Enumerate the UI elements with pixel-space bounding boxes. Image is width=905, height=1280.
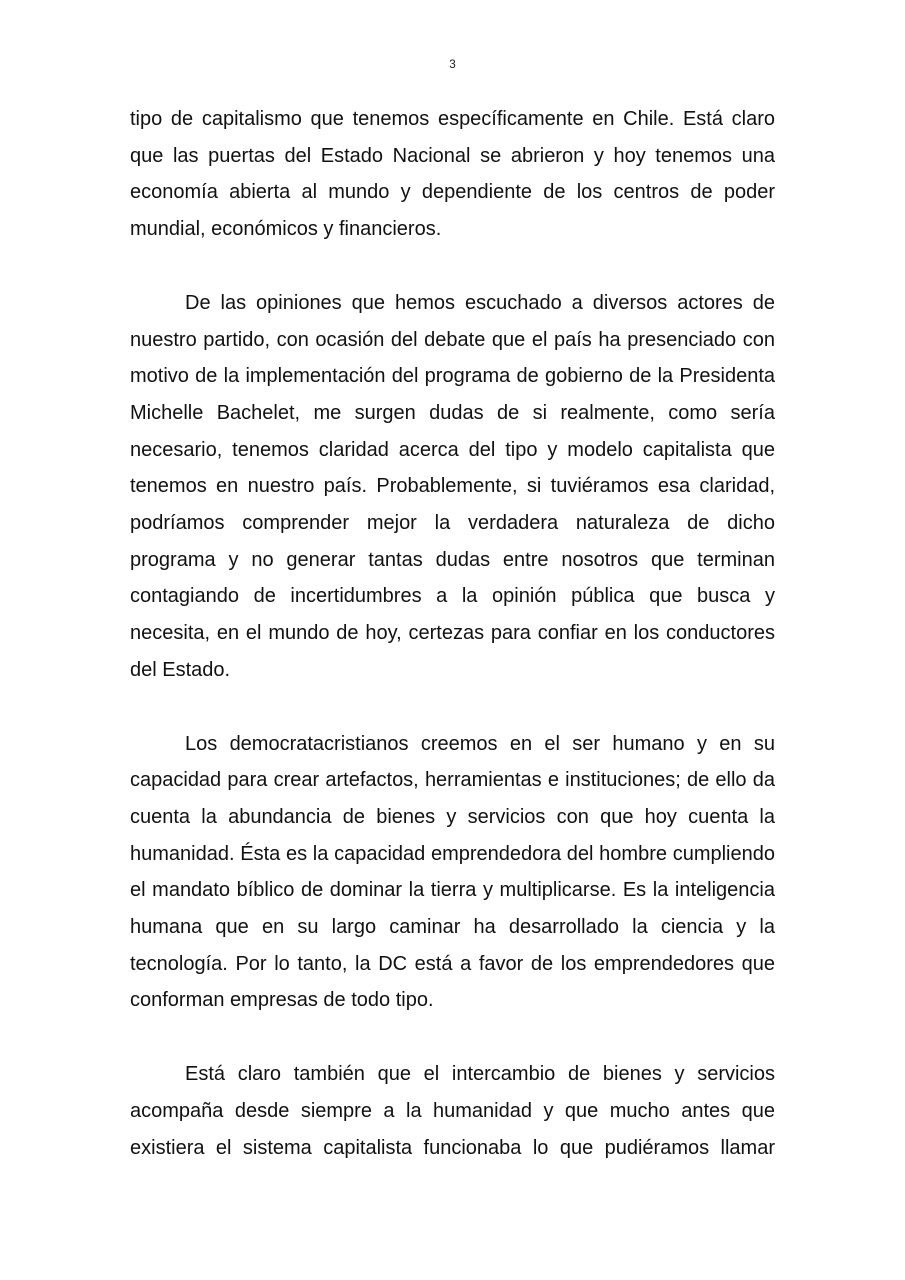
document-body — [130, 101, 775, 1166]
paragraph-3: Los democratacristianos creemos en el ser humano y en su capacidad para crear artefactos, herramientas e instituciones; de ello da cuenta la abundancia de bienes y servicios con que hoy cuenta la humanidad. Ésta es la capacidad emprendedora del hombre cumpliendo el mandato bíblico de dominar la tierra y multiplicarse. Es la inteligencia humana que en su largo caminar ha desarrollado la ciencia y la tecnología. Por lo tanto, la DC está a favor de los emprendedores que conforman empresas de todo tipo. — [130, 732, 775, 1012]
paragraph-2: De las opiniones que hemos escuchado a diversos actores de nuestro partido, con ocasión del debate que el país ha presenciado con motivo de la implementación del programa de gobierno de la Presidenta Michelle Bachelet, me surgen dudas de si realmente, como sería necesario, tenemos claridad acerca del tipo y modelo capitalista que tenemos en nuestro país. Probablemente, si tuviéramos esa claridad, podríamos comprender mejor la verdadera naturaleza de dicho programa y no generar tantas dudas entre nosotros que terminan contagiando de incertidumbres a la opinión pública que busca y necesita, en el mundo de hoy, certezas para confiar en los conductores del Estado. — [130, 291, 775, 681]
paragraph-1: tipo de capitalismo que tenemos específicamente en Chile. Está claro que las puertas del Estado Nacional se abrieron y hoy tenemos una economía abierta al mundo y dependiente de los centros de poder mundial, económicos y financieros. — [130, 108, 775, 241]
page-number: 3 — [449, 57, 456, 71]
paragraph-4: Está claro también que el intercambio de bienes y servicios acompaña desde siempre a la humanidad y que mucho antes que existiera el sistema capitalista funcionaba lo que pudiéramos llamar — [130, 1063, 775, 1159]
